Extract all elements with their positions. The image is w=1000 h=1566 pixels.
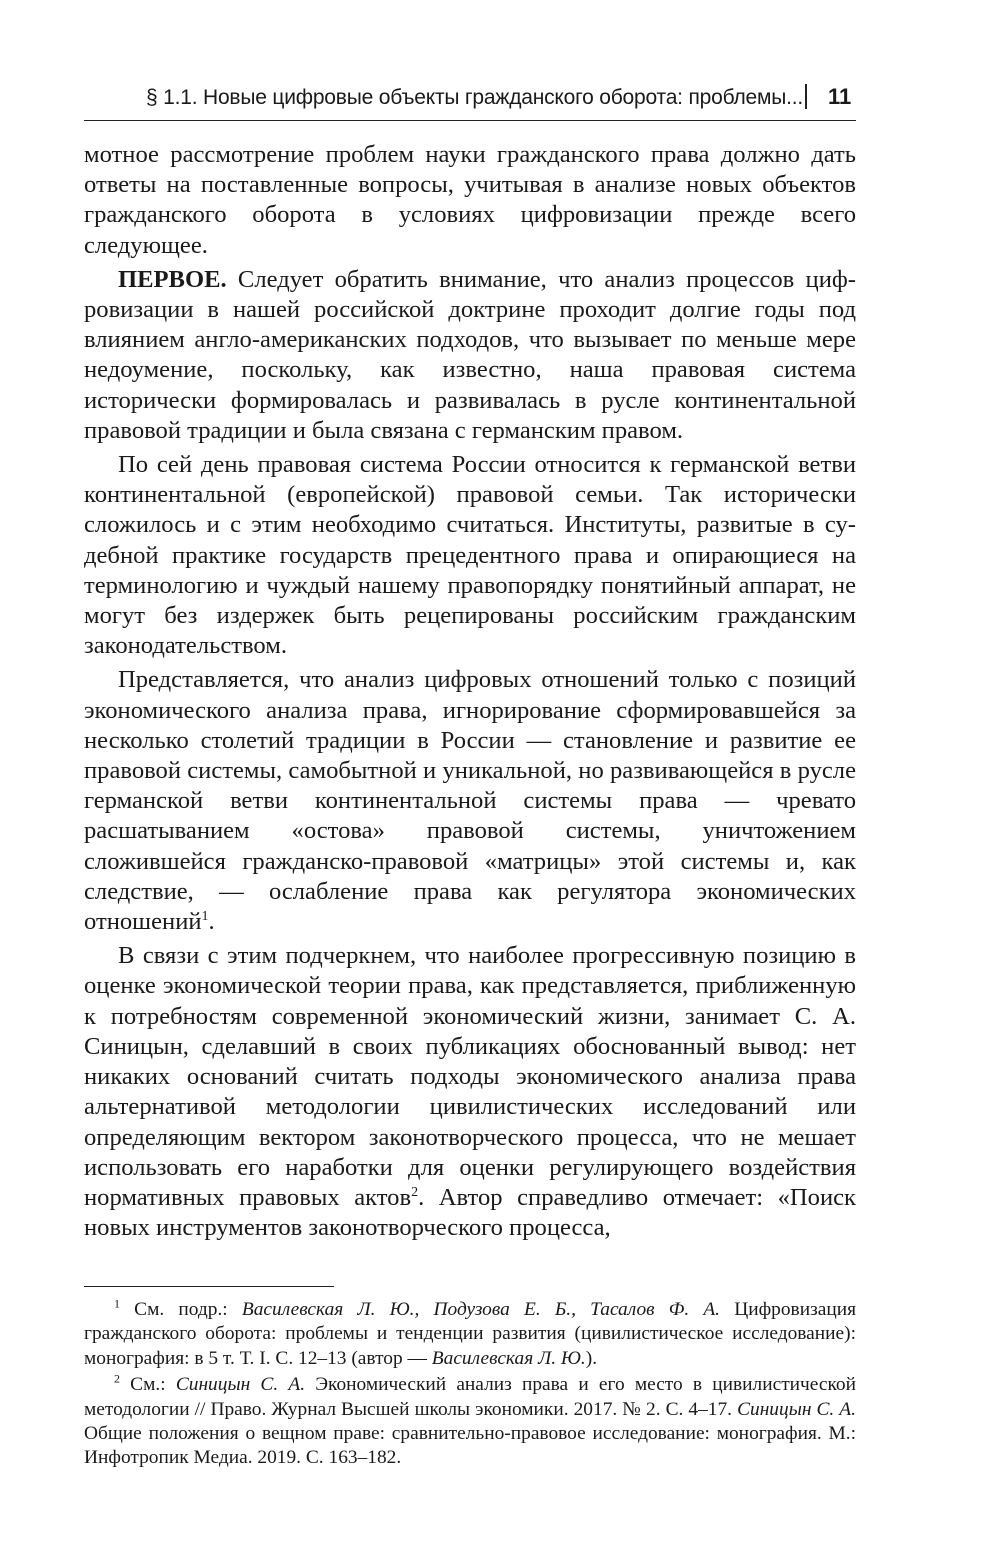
paragraph-text: По сей день правовая система России относится к германской ветви континентальной (европейской) правовой семьи. Так исторически сложилось и с этим необходимо считаться. Институты, развитые в судебной практике государств прецедентного права и опирающиеся на терминологию и чуждый нашему правопорядку понятийный аппарат, не могут без издержек быть рецепированы российским гражданским законодательством. bbox=[84, 451, 856, 660]
footnote-text: Экономический анализ права и его место в цивилистической методологии // Право. Журнал Высшей школы экономики. 2017. № 2. С. 4–17. bbox=[84, 1374, 856, 1420]
main-text bbox=[84, 140, 856, 1247]
paragraph-economic-analysis bbox=[84, 665, 856, 937]
footnote-reference[interactable]: 1 bbox=[201, 908, 209, 924]
footnote-1 bbox=[84, 1298, 856, 1371]
paragraph-legal-system bbox=[84, 450, 856, 661]
footnote-text: См. подр.: bbox=[120, 1299, 242, 1320]
page-number: 11 bbox=[828, 84, 852, 109]
paragraph-text: Следует обратить внимание, что анализ процессов цифровизации в нашей российской доктрине проходит долгие годы под влиянием англо-американских подходов, что вызывает по меньше мере недоумение, поскольку, как известно, наша правовая система исторически формировалась и развивалась в русле континентальной правовой традиции и была связана с германским правом. bbox=[84, 265, 856, 444]
paragraph-text-end: . bbox=[208, 908, 215, 936]
footnote-author: Синицын С. А. bbox=[737, 1398, 856, 1420]
paragraph-continuation bbox=[84, 140, 856, 261]
footnote-text: Цифровизация гражданского оборота: проблемы и тенденции развития (цивилистическое исследование): монография: в 5 т. Т. I. С. 12–13 (автор — bbox=[84, 1299, 857, 1369]
footnote-2 bbox=[84, 1373, 856, 1471]
running-header bbox=[84, 78, 856, 121]
footnotes bbox=[84, 1298, 856, 1473]
footnote-author: Василевская Л. Ю. bbox=[431, 1347, 586, 1369]
paragraph-text: Представляется, что анализ цифровых отношений только с позиций экономического анализа права, игнорирование сформировавшейся за несколько столетий традиции в России — становление и развитие ее правовой системы, самобытной и уникальной, но развивающейся в русле германской ветви континентальной системы права — чревато расшатыванием «остова» правовой системы, уничтожением сложившейся гражданско-правовой «матрицы» этой системы и, как следствие, — ослабление права как регулятора экономических отношений bbox=[84, 666, 856, 936]
footnote-text: См.: bbox=[120, 1374, 176, 1396]
header-divider bbox=[805, 84, 807, 109]
running-title: § 1.1. Новые цифровые объекты гражданского оборота: проблемы... bbox=[146, 86, 804, 109]
footnote-reference[interactable]: 2 bbox=[411, 1184, 419, 1200]
paragraph-lead-word: ПЕРВОЕ. bbox=[118, 265, 227, 293]
footnote-authors: Василевская Л. Ю., Подузова Е. Б., Тасалов Ф. А. bbox=[241, 1299, 721, 1320]
footnote-mark: 1 bbox=[114, 1296, 120, 1311]
footnote-separator bbox=[84, 1286, 334, 1287]
footnote-author: Синицын С. А. bbox=[175, 1374, 306, 1396]
footnote-text: Общие положения о вещном праве: сравнительно-правовое исследование: монография. М.: Инфотропик Медиа. 2019. С. 163–182. bbox=[84, 1423, 856, 1469]
paragraph-text: В связи с этим подчеркнем, что наиболее прогрессивную позицию в оценке экономической теории права, как представляется, приближенную к потребностям современной экономический жизни, занимает С. А. Синицын, сделавший в своих публикациях обоснованный вывод: нет никаких оснований считать подходы экономического анализа права альтернативой методологии цивилистических исследований или определяющим вектором законотворческого процесса, что не мешает использовать его наработки для оценки регулирующего воздействия нормативных правовых актов bbox=[84, 942, 856, 1211]
footnote-mark: 2 bbox=[114, 1371, 120, 1386]
paragraph-text-end: . Автор справедливо отмечает: «Поиск новых инструментов законотворческого процесса, bbox=[84, 1183, 857, 1242]
paragraph-first-point bbox=[84, 265, 856, 446]
footnote-text: ). bbox=[585, 1347, 598, 1369]
paragraph-text: мотное рассмотрение проблем науки гражданского права должно дать ответы на поставленные вопросы, учитывая в анализе новых объектов гражданского оборота в условиях цифровизации прежде всего следующее. bbox=[84, 141, 856, 259]
paragraph-sinitsyn bbox=[84, 941, 856, 1243]
